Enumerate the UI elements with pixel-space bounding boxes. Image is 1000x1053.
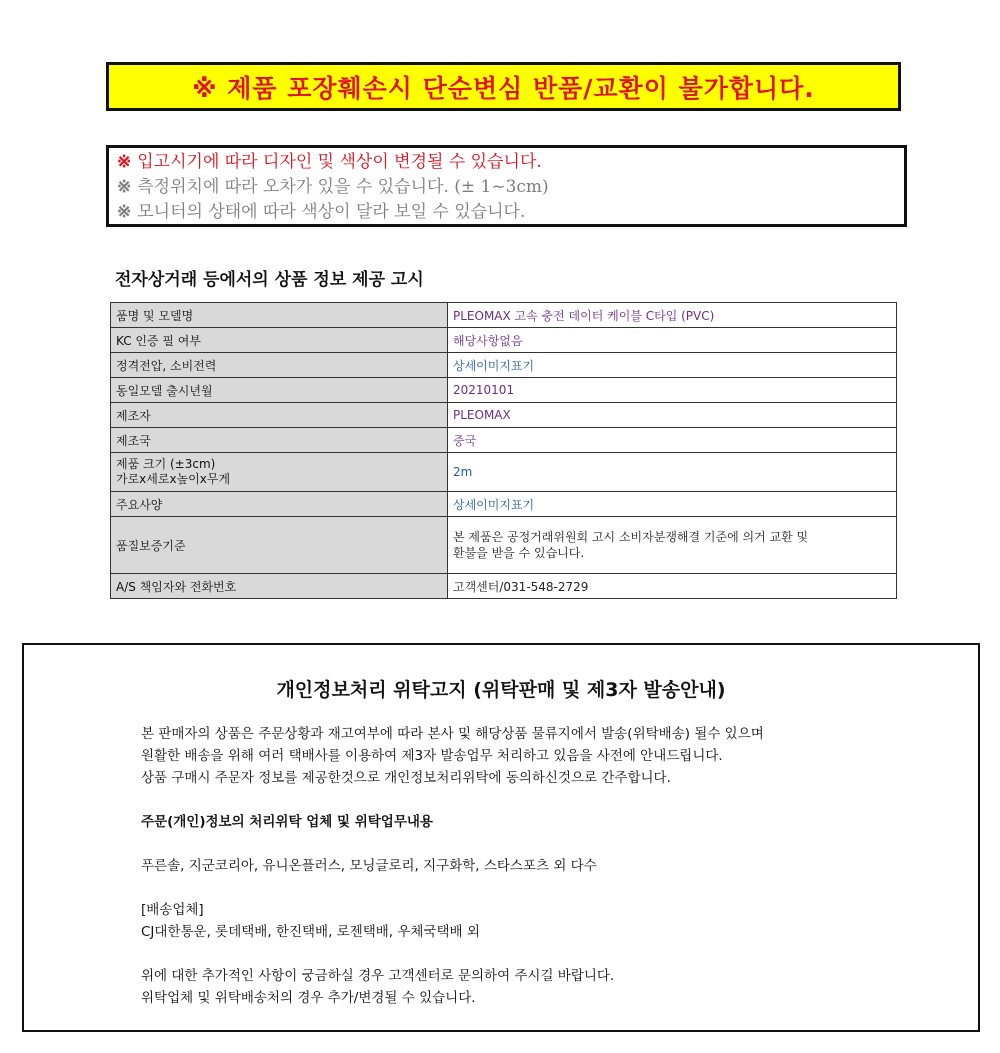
row-key-line: 가로x세로x높이x무게 [116,472,231,486]
row-value: 상세이미지표기 [448,353,897,378]
table-row [111,517,897,574]
table-row [111,453,897,492]
table-row [111,353,897,378]
notice-text: 모니터의 상태에 따라 색상이 달라 보일 수 있습니다. [137,202,526,222]
privacy-intro-line: 본 판매자의 상품은 주문상황과 재고여부에 따라 본사 및 해당상품 물류지에서 발송(위탁배송) 될수 있으며 [141,726,764,742]
row-value-line: 환불을 받을 수 있습니다. [453,546,585,560]
row-key: 품명 및 모델명 [111,303,448,328]
info-section-title: 전자상거래 등에서의 상품 정보 제공 고시 [115,270,424,290]
row-value: 고객센터/031-548-2729 [448,574,897,599]
row-value: 해당사항없음 [448,328,897,353]
row-key: 제조자 [111,403,448,428]
privacy-intro-line: 상품 구매시 주문자 정보를 제공한것으로 개인정보처리위탁에 동의하신것으로 간주합니다. [141,770,671,786]
row-value: 2m [448,453,897,492]
privacy-footer-line: 위에 대한 추가적인 사항이 궁금하실 경우 고객센터로 문의하여 주시길 바랍니다. [141,968,615,984]
warning-banner: ※ 제품 포장훼손시 단순변심 반품/교환이 불가합니다. [106,62,901,111]
row-key: KC 인증 필 여부 [111,328,448,353]
row-key: A/S 책임자와 전화번호 [111,574,448,599]
notice-box [106,145,907,227]
row-key-line: 제품 크기 (±3cm) [116,457,216,471]
row-value-line: 본 제품은 공정거래위원회 고시 소비자분쟁해결 기준에 의거 교환 및 [453,530,809,544]
row-key [111,453,448,492]
privacy-footer-line: 위탁업체 및 위탁배송처의 경우 추가/변경될 수 있습니다. [141,990,476,1006]
row-value: PLEOMAX 고속 충전 데이터 케이블 C타입 (PVC) [448,303,897,328]
row-value: 20210101 [448,378,897,403]
row-value: 중국 [448,428,897,453]
table-row [111,378,897,403]
row-key: 품질보증기준 [111,517,448,574]
reference-mark-icon: ※ [117,152,132,172]
notice-line [117,175,904,200]
reference-mark-icon: ※ [117,202,132,222]
table-row [111,328,897,353]
privacy-title: 개인정보처리 위탁고지 (위탁판매 및 제3자 발송안내) [276,679,726,701]
notice-text: 측정위치에 따라 오차가 있을 수 있습니다. (± 1~3cm) [137,177,549,197]
row-value: PLEOMAX [448,403,897,428]
notice-line [117,150,904,175]
row-key: 제조국 [111,428,448,453]
row-value: 상세이미지표기 [448,492,897,517]
delivery-list: CJ대한통운, 롯데택배, 한진택배, 로젠택배, 우체국택배 외 [141,924,480,940]
table-row [111,428,897,453]
privacy-notice-box [22,643,980,1032]
product-info-table [110,302,897,599]
notice-line [117,200,904,225]
privacy-body [141,723,941,1009]
row-key: 정격전압, 소비전력 [111,353,448,378]
privacy-intro-line: 원활한 배송을 위해 여러 택배사를 이용하여 제3자 발송업무 처리하고 있음을 사전에 안내드립니다. [141,748,723,764]
table-row [111,403,897,428]
table-row [111,492,897,517]
privacy-subheading: 주문(개인)정보의 처리위탁 업체 및 위탁업무내용 [141,814,433,830]
row-key: 주요사양 [111,492,448,517]
reference-mark-icon: ※ [117,177,132,197]
delivery-label: [배송업체] [141,902,204,918]
table-row [111,303,897,328]
notice-text: 입고시기에 따라 디자인 및 색상이 변경될 수 있습니다. [137,152,542,172]
row-key: 동일모델 출시년월 [111,378,448,403]
row-value [448,517,897,574]
company-list: 푸른솔, 지군코리아, 유니온플러스, 모닝글로리, 지구화학, 스타스포츠 외 다수 [141,858,597,874]
table-row [111,574,897,599]
